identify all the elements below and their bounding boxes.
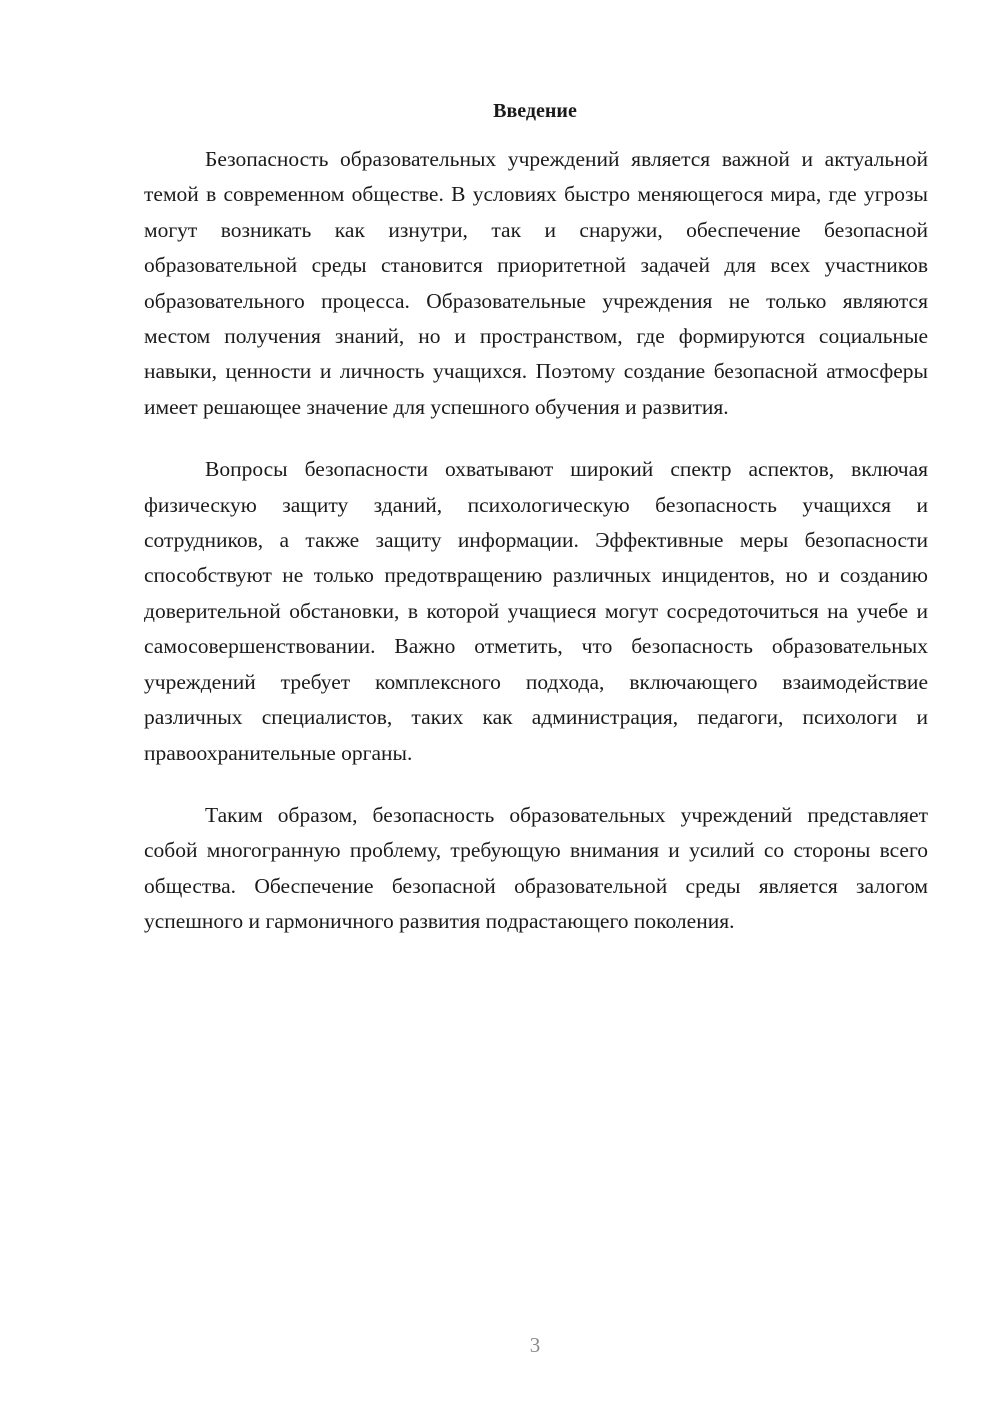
section-title: Введение: [493, 100, 577, 122]
body-text: [144, 142, 928, 967]
paragraph-3: Таким образом, безопасность образовательных учреждений представляет собой многогранную проблему, требующую внимания и усилий со стороны всего общества. Обеспечение безопасной образовательной среды является залогом успешного и гармоничного развития подрастающего поколения.: [144, 802, 928, 934]
paragraph-1: Безопасность образовательных учреждений является важной и актуальной темой в современном обществе. В условиях быстро меняющегося мира, где угрозы могут возникать как изнутри, так и снаружи, обеспечение безопасной образовательной среды становится приоритетной задачей для всех участников образовательного процесса. Образовательные учреждения не только являются местом получения знаний, но и пространством, где формируются социальные навыки, ценности и личность учащихся. Поэтому создание безопасной атмосферы имеет решающее значение для успешного обучения и развития.: [144, 147, 928, 419]
page-number: 3: [529, 1333, 541, 1357]
paragraph-2: Вопросы безопасности охватывают широкий спектр аспектов, включая физическую защиту зданий, психологическую безопасность учащихся и сотрудников, а также защиту информации. Эффективные меры безопасности способствуют не только предотвращению различных инцидентов, но и созданию доверительной обстановки, в которой учащиеся могут сосредоточиться на учебе и самосовершенствовании. Важно отметить, что безопасность образовательных учреждений требует комплексного подхода, включающего взаимодействие различных специалистов, таких как администрация, педагоги, психологи и правоохранительные органы.: [144, 457, 928, 765]
